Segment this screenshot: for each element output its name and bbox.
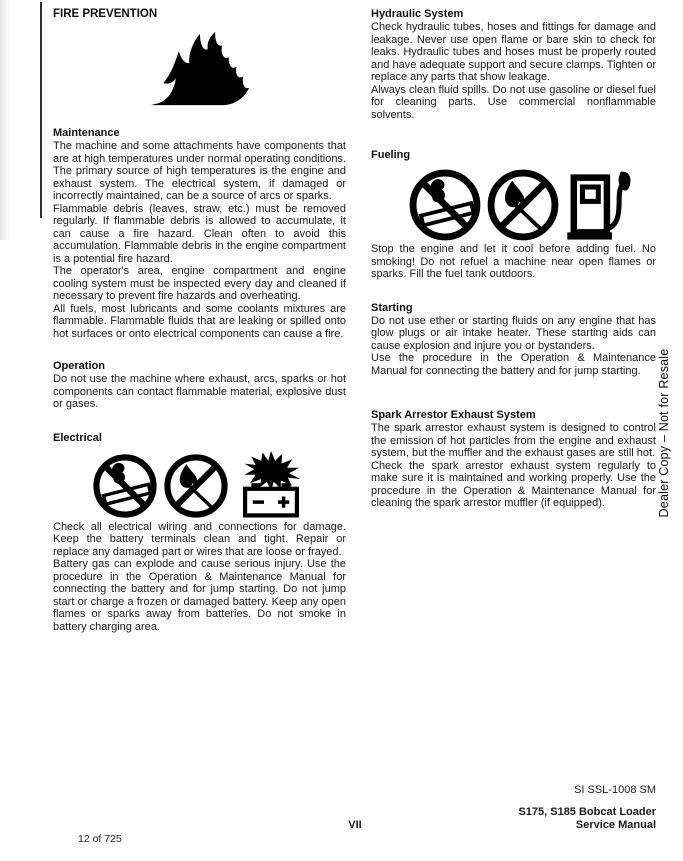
exploding-battery-icon <box>233 451 309 521</box>
scan-shadow <box>0 0 10 240</box>
manual-title-line1: S175, S185 Bobcat Loader <box>518 806 656 818</box>
section-heading-starting: Starting <box>371 301 413 314</box>
page-count: 12 of 725 <box>78 833 122 845</box>
fuel-pump-icon <box>563 167 635 243</box>
section-heading-electrical: Electrical <box>53 431 102 444</box>
paragraph: Flammable debris (leaves, straw, etc.) must be removed regularly. If flammable debris is allowed to accumulate, it can cause a fire hazard. Clean often to avoid this accumulation. Flammable debris in the engine compartment is a potential fire hazard. <box>53 202 346 265</box>
paragraph: Do not use ether or starting fluids on any engine that has glow plugs or air intake heater. These starting aids can cause explosion and injure you or bystanders. <box>371 314 656 352</box>
paragraph: Check the spark arrestor exhaust system regularly to make sure it is maintained and working properly. Use the procedure in the Operation & Maintenance Manual for cleaning the spark arrestor muffler (if equipped). <box>371 459 656 509</box>
paragraph: Check all electrical wiring and connections for damage. Keep the battery terminals clean and tight. Repair or replace any damaged part or wires that are loose or frayed. <box>53 520 346 558</box>
section-heading-operation: Operation <box>53 360 105 372</box>
dealer-copy-watermark: Dealer Copy – Not for Resale <box>657 348 671 518</box>
fire-flame-icon <box>146 30 254 107</box>
paragraph: All fuels, most lubricants and some coolants mixtures are flammable. Flammable fluids that are leaking or spilled onto hot surfaces or onto electrical components can cause a fire. <box>53 302 346 340</box>
document-code: SI SSL-1008 SM <box>574 784 656 796</box>
fueling-warning-icons <box>385 167 656 243</box>
section-heading-fueling: Fueling <box>371 149 411 161</box>
paragraph: Stop the engine and let it cool before adding fuel. No smoking! Do not refuel a machine near open flames or sparks. Fill the fuel tank outdoors. <box>371 243 656 280</box>
section-heading-hydraulic: Hydraulic System <box>371 8 464 20</box>
paragraph: Battery gas can explode and cause serious injury. Use the procedure in the Operation & Maintenance Manual for connecting the battery and for jump starting. Do not jump start or charge a frozen or damaged battery. Keep any open flames or sparks away from batteries. Do not smoke in battery charging area. <box>53 558 346 633</box>
paragraph: The machine and some attachments have components that are at high temperatures under normal operating conditions. The primary source of high temperatures is the engine and exhaust system. The electrical system, if damaged or incorrectly maintained, can be a source of arcs or sparks. <box>53 140 346 202</box>
page-number-roman: VII <box>348 819 362 831</box>
section-heading-maintenance: Maintenance <box>53 127 120 139</box>
paragraph: Check hydraulic tubes, hoses and fittings for damage and leakage. Never use open flame or bare skin to check for leaks. Hydraulic tubes and hoses must be properly routed and have adequate support and secure clamps. Tighten or replace any parts that show leakage. <box>371 21 656 83</box>
no-smoking-icon <box>91 452 159 520</box>
no-open-flame-icon <box>485 167 561 243</box>
paragraph: Always clean fluid spills. Do not use gasoline or diesel fuel for cleaning parts. Use commercial nonflammable solvents. <box>371 83 656 121</box>
left-column <box>53 8 346 633</box>
right-column <box>371 8 656 510</box>
page-title: FIRE PREVENTION <box>53 8 158 20</box>
paragraph: The spark arrestor exhaust system is designed to control the emission of hot particles from the engine and exhaust system, but the muffler and the exhaust gases are still hot. <box>371 422 656 459</box>
paragraph: The operator's area, engine compartment and engine cooling system must be inspected every day and cleaned if necessary to prevent fire hazards and overheating. <box>53 265 346 302</box>
paragraph: Do not use the machine where exhaust, arcs, sparks or hot components can contact flammable material, explosive dust or gases. <box>53 373 346 410</box>
section-heading-spark-arrestor: Spark Arrestor Exhaust System <box>371 409 536 421</box>
manual-title-line2: Service Manual <box>575 819 656 831</box>
manual-title <box>518 806 656 832</box>
electrical-warning-icons <box>53 451 346 521</box>
scan-artifact-line <box>40 2 42 218</box>
no-smoking-icon <box>407 167 483 243</box>
no-open-flame-icon <box>162 452 230 520</box>
fire-flame-figure <box>53 30 346 112</box>
paragraph: Use the procedure in the Operation & Maintenance Manual for connecting the battery and for jump starting. <box>371 352 656 377</box>
